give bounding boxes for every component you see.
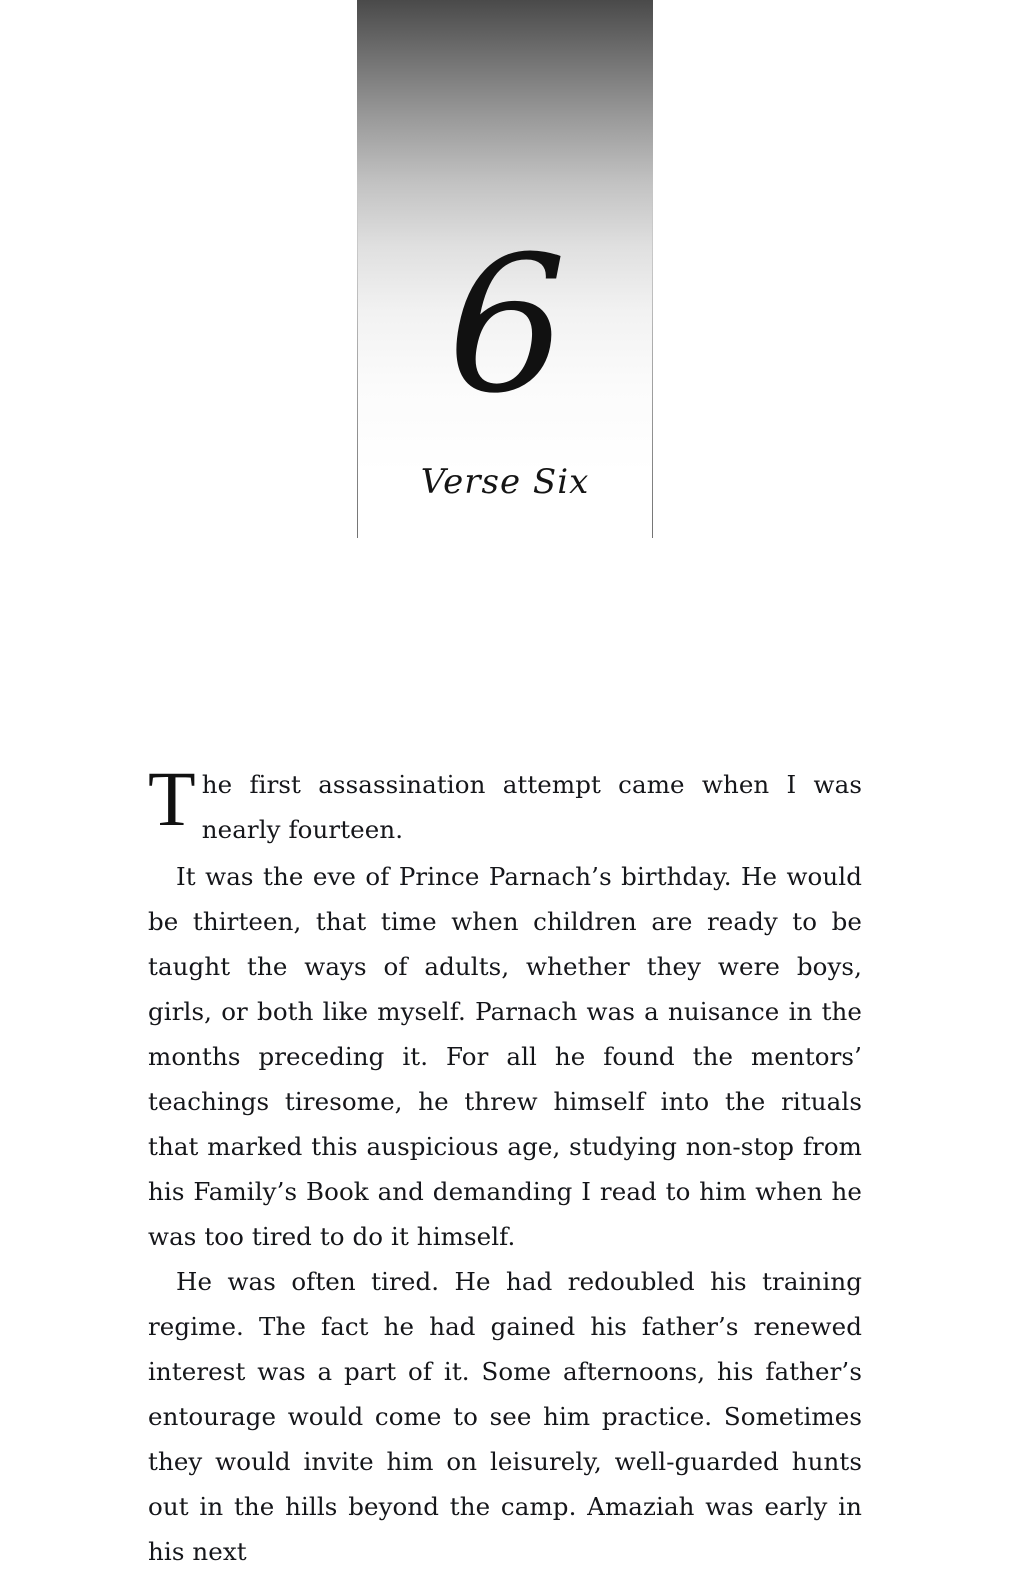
chapter-label: Verse Six — [420, 462, 590, 502]
paragraph-1-text: he first assassination attempt came when I was nearly fourteen. — [201, 770, 862, 844]
drop-cap: T — [148, 755, 196, 842]
paragraph-2: It was the eve of Prince Parnach’s birthday. He would be thirteen, that time when children are ready to be taught the ways of adults, whether they were boys, girls, or both like myself. Parnach was a nuisance in the months preceding it. For all he found the mentors’ teachings tiresome, he threw himself into the rituals that marked this auspicious age, studying non-stop from his Family’s Book and demanding I read to him when he was too tired to do it himself. — [148, 862, 862, 1251]
chapter-header — [357, 0, 653, 538]
paragraph-1 — [148, 755, 862, 854]
chapter-number: 6 — [447, 216, 563, 435]
body-text — [148, 755, 862, 1574]
paragraph-3: He was often tired. He had redoubled his training regime. The fact he had gained his father’s renewed interest was a part of it. Some afternoons, his father’s entourage would come to see him practice. Sometimes they would invite him on leisurely, well-guarded hunts out in the hills beyond the camp. Amaziah was early in his next — [148, 1267, 862, 1566]
